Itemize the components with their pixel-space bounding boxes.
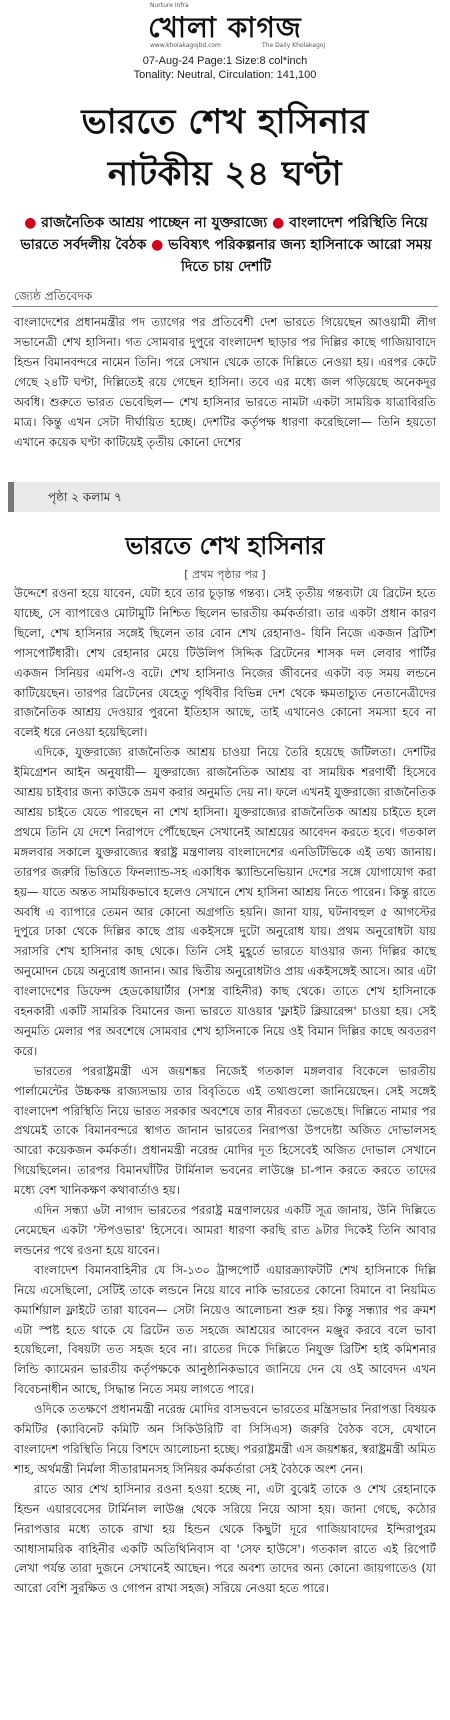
- clip-meta-line2: Tonality: Neutral, Circulation: 141,100: [133, 69, 317, 81]
- divider: [12, 306, 438, 307]
- byline: জ্যেষ্ঠ প্রতিবেদক: [14, 289, 93, 303]
- headline-line1: ভারতে শেখ হাসিনার: [81, 102, 369, 142]
- bullet-item: বাংলাদেশ পরিস্থিতি নিয়ে ভারতে সর্বদলীয় বৈঠক: [20, 215, 428, 253]
- continuation-marker: [8, 482, 14, 512]
- article-paragraph: এদিকে, যুক্তরাজ্যে রাজনৈতিক আশ্রয় চাওয়া নিয়ে তৈরি হয়েছে জটিলতা। দেশটির ইমিগ্রেশন আইন অনুযায়ী— যুক্তরাজ্যে রাজনৈতিক আশ্রয় বা সাময়িক শরণার্থী হিসেবে আশ্রয় চাইবার জন্য কাউকে ভ্রমণ করার অনুমতি দেয় না। ফলে এখনই যুক্তরাজ্যে রাজনৈতিক আশ্রয় চাইতে যেতে পারছেন না শেখ হাসিনা। যুক্তরাজ্যের রাজনৈতিক আশ্রয় চাইতে হলে প্রথমে তিনি যে দেশে নিরাপদে পৌঁছেছেন সেখানেই আশ্রয়ের আবেদন করতে হবে। গতকাল মঙ্গলবার সকালে যুক্তরাজ্যের স্বরাষ্ট্র মন্ত্রণালয় বাংলাদেশের এনডিটিভিকে এই তথ্য জানায়। তারপর জরুরি ভিত্তিতে ফিনল্যান্ড-সহ একাধিক স্ক্যান্ডিনেভিয়ান দেশের সঙ্গে যোগাযোগ করা হয়— যাতে অন্তত সাময়িকভাবে হলেও সেখানে শেখ হাসিনা আশ্রয় নিতে পারেন। কিন্তু রাতে অবধি এ ব্যাপারে তেমন আর কোনো অগ্রগতি হয়নি। জানা যায়, ঘটনাবহুল ৫ আগস্টের দুপুরে ঢাকা থেকে দিল্লির কাছে প্রায় একইসঙ্গে দুটো অনুরোধ যায়। প্রথম অনুরোধটা যায় সরাসরি শেখ হাসিনার কাছ থেকে। তিনি সেই মুহূর্তে ভারতে যাওয়ার জন্য দিল্লির কাছে অনুমোদন চেয়ে অনুরোধ জানান। আর দ্বিতীয় অনুরোধটাও প্রায় একইসঙ্গেই আসে। আর এটা বাংলাদেশের ডিফেন্স হেডকোয়ার্টার (সশস্ত্র বাহিনীর) কাছ থেকে। তাতে শেখ হাসিনাকে বহনকারী একটি সামরিক বিমানের জন্য ভারতে যাওয়ার 'ফ্লাইট ক্লিয়ারেন্স' চাওয়া হয়। সেই অনুমতি মেলার পর অবশেষে সোমবার শেখ হাসিনাকে নিয়ে ওই বিমান দিল্লির কাছে অবতরণ করে।: [14, 745, 436, 1058]
- article-paragraph: বাংলাদেশ বিমানবাহিনীর যে সি-১৩০ ট্রান্সপোর্ট এয়ারক্র্যাফটটি শেখ হাসিনাকে দিল্লি নিয়ে এসেছিলো, সেটিই তাকে লন্ডনে নিয়ে যাবে নাকি ভারতের কোনো বিমানে বা নিয়মিত কমার্শিয়াল ফ্লাইটে তারা যাবেন— সেটা নিয়েও আলোচনা শুরু হয়। কিন্তু সন্ধ্যার পর ক্রমশ এটা স্পষ্ট হতে থাকে যে ব্রিটেন তত সহজে আশ্রয়ের আবেদন মঞ্জুর করবে বলে ভাবা হয়েছিলো, বিষয়টা তত সহজ হবে না। রাতের দিকে দিল্লিতে নিযুক্ত ব্রিটিশ হাই কমিশনার লিন্ডি ক্যামেরন ভারতীয় কর্তৃপক্ষকে আনুষ্ঠানিকভাবে জানিয়ে দেন যে ওই আবেদন এখন বিবেচনাধীন আছে, সিদ্ধান্ত নিতে সময় লাগতে পারে।: [14, 1262, 436, 1397]
- subhead-bullets: [12, 212, 440, 278]
- headline-line2: নাটকীয় ২৪ ঘণ্টা: [107, 154, 343, 194]
- article-paragraph: রাতে আর শেখ হাসিনার রওনা হওয়া হচ্ছে না, এটা বুঝেই তাকে ও শেখ রেহানাকে হিন্ডন এয়ারবেসের টার্মিনাল লাউঞ্জ থেকে সরিয়ে নিয়ে আসা হয়। জানা গেছে, কঠোর নিরাপত্তার মধ্যে তাকে রাখা হয় হিন্ডন থেকে কিছুটা দূরে গাজিয়াবাদের ইন্দিরাপুরম আধাসামরিক বাহিনীর একটি অতিথিনিবাস বা 'সেফ হাউসে'। গতকাল রাতে এই রিপোর্ট লেখা পর্যন্ত তারা দুজনে সেখানেই আছেন। পরে অবশ্য তাদের অন্য কোনো জায়গাতেও (যা আরো বেশি সুরক্ষিত ও গোপন রাখা সহজ) সরিয়ে নেওয়া হতে পারে।: [14, 1481, 436, 1596]
- article-paragraph: ভারতের পররাষ্ট্রমন্ত্রী এস জয়শঙ্কর নিজেই গতকাল মঙ্গলবার বিকেলে ভারতীয় পার্লামেন্টের উচ্চকক্ষ রাজ্যসভায় তার বিবৃতিতে এই তথ্যগুলো জানিয়েছেন। সেই সঙ্গেই বাংলাদেশ পরিস্থিতি নিয়ে ভারত সরকার অবশেষে তার নীরবতা ভেঙেছে। দিল্লিতে নামার পর প্রথমেই তাকে বিমানবন্দরে স্বাগত জানান ভারতের নিরাপত্তা উপদেষ্টা অজিত দোভালসহ আরো কয়েকজন কর্মকর্তা। প্রধানমন্ত্রী নরেন্দ্র মোদির দূত হিসেবেই অজিত দোভাল সেখানে গিয়েছিলেন। তারপর বিমানঘাঁটির টার্মিনাল ভবনের লাউঞ্জে চা-পান করতে করতে তাদের মধ্যে বেশ খানিকক্ষণ কথাবার্তাও হয়।: [14, 1063, 436, 1198]
- bullet-item: ভবিষ্যৎ পরিকল্পনার জন্য হাসিনাকে আরো সময় দিতে চায় দেশটি: [168, 237, 432, 275]
- article-body: [14, 584, 436, 1599]
- article-paragraph: এদিন সন্ধ্যা ৬টা নাগাদ ভারতের পররাষ্ট্র মন্ত্রণালয়ের একটি সূত্র জানায়, উনি দিল্লিতে নেমেছেন একটা 'স্টপওভার' হিসেবে। আমরা ধারণা করছি রাত ৯টার দিকেই তিনি আবার লন্ডনের পথে রওনা হয়ে যাবেন।: [14, 1203, 436, 1257]
- intro-paragraph: বাংলাদেশের প্রধানমন্ত্রীর পদ ত্যাগের পর প্রতিবেশী দেশ ভারতে গিয়েছেন আওয়ামী লীগ সভানেত্রী শেখ হাসিনা। গত সোমবার দুপুরে বাংলাদেশ ছাড়ার পর দিল্লির কাছে গাজিয়াবাদে হিন্ডন বিমানবন্দরে নামেন তিনি। পরে সেখান থেকে তাকে দিল্লিতে নেওয়া হয়। এরপর কেটে গেছে ২৪টি ঘণ্টা, দিল্লিতেই রয়ে গেছেন হাসিনা। তবে এর মধ্যে জল গড়িয়েছে অনেকদূর অবধি। শুরুতে ভারত ভেবেছিল— শেখ হাসিনার ভারতে নামটা একটা সাময়িক যাত্রাবিরতি মাত্র। কিন্তু এখন সেটা দীর্ঘায়িত হচ্ছে। দেশটির কর্তৃপক্ষ ধারণা করেছিলো— তিনি হয়তো এখানে কয়েক ঘণ্টা কাটিয়েই তৃতীয় কোনো দেশের: [14, 315, 436, 449]
- masthead-tagline: Nurture Infra: [150, 2, 189, 9]
- bullet-item: রাজনৈতিক আশ্রয় পাচ্ছেন না যুক্তরাজ্যে: [41, 215, 268, 231]
- jump-headline: ভারতে শেখ হাসিনার: [125, 532, 325, 560]
- continuation-text: পৃষ্ঠা ২ কলাম ৭: [48, 490, 122, 504]
- bullet-dot-icon: ●: [272, 215, 285, 231]
- masthead-subtitle: The Daily Kholakagoj: [262, 42, 326, 49]
- bullet-dot-icon: ●: [151, 237, 164, 253]
- continuation-reference: [8, 482, 440, 512]
- clip-meta-line1: 07-Aug-24 Page:1 Size:8 col*inch: [142, 55, 308, 67]
- bullet-dot-icon: ●: [24, 215, 37, 231]
- masthead-website: www.kholakagojbd.com: [150, 42, 221, 49]
- jump-subtitle: [ প্রথম পৃষ্ঠার পর ]: [184, 568, 266, 581]
- article-paragraph: ওদিকে ততক্ষণে প্রধানমন্ত্রী নরেন্দ্র মোদির বাসভবনে ভারতের মন্ত্রিসভার নিরাপত্তা বিষয়ক কমিটির (ক্যাবিনেট কমিটি অন সিকিউরিটি বা সিসিএস) জরুরি বৈঠক বসে, যেখানে বাংলাদেশ পরিস্থিতি নিয়ে বিশদে আলোচনা হচ্ছে। পররাষ্ট্রমন্ত্রী এস জয়শঙ্কর, স্বরাষ্ট্রমন্ত্রী অমিত শাহ, অর্থমন্ত্রী নির্মলা সীতারামনসহ সিনিয়র কর্মকর্তারা সেই বৈঠকে অংশ নেন।: [14, 1402, 436, 1476]
- newspaper-logo: খোলা কাগজ: [148, 11, 302, 44]
- article-paragraph: উদ্দেশে রওনা হয়ে যাবেন, যেটা হবে তার চূড়ান্ত গন্তব্য। সেই তৃতীয় গন্তব্যটা যে ব্রিটেন হতে যাচ্ছে, সে ব্যাপারেও মোটামুটি নিশ্চিত ছিলেন ভারতীয় কর্মকর্তারা। তার একটা প্রধান কারণ ছিলো, শেখ হাসিনার সঙ্গেই ছিলেন তার বোন শেখ রেহানাও- যিনি নিজে একজন ব্রিটিশ পাসপোর্টধারী। শেখ রেহানার মেয়ে টিউলিপ সিদ্দিক ব্রিটেনের শাসক দল লেবার পার্টির একজন সিনিয়র এমপি-ও বটে। শেখ হাসিনাও নিজের জীবনের একটা বড় সময় লন্ডনে কাটিয়েছেন। তারপর ব্রিটেনের যেহেতু পৃথিবীর বিভিন্ন দেশ থেকে ক্ষমতাচ্যুত নেতানেত্রীদের রাজনৈতিক আশ্রয় দেওয়ার পুরনো ইতিহাস আছে, তাই এখানেও কোনো সমস্যা হবে না বলেই ধরে নেওয়া হয়েছিলো।: [14, 586, 436, 740]
